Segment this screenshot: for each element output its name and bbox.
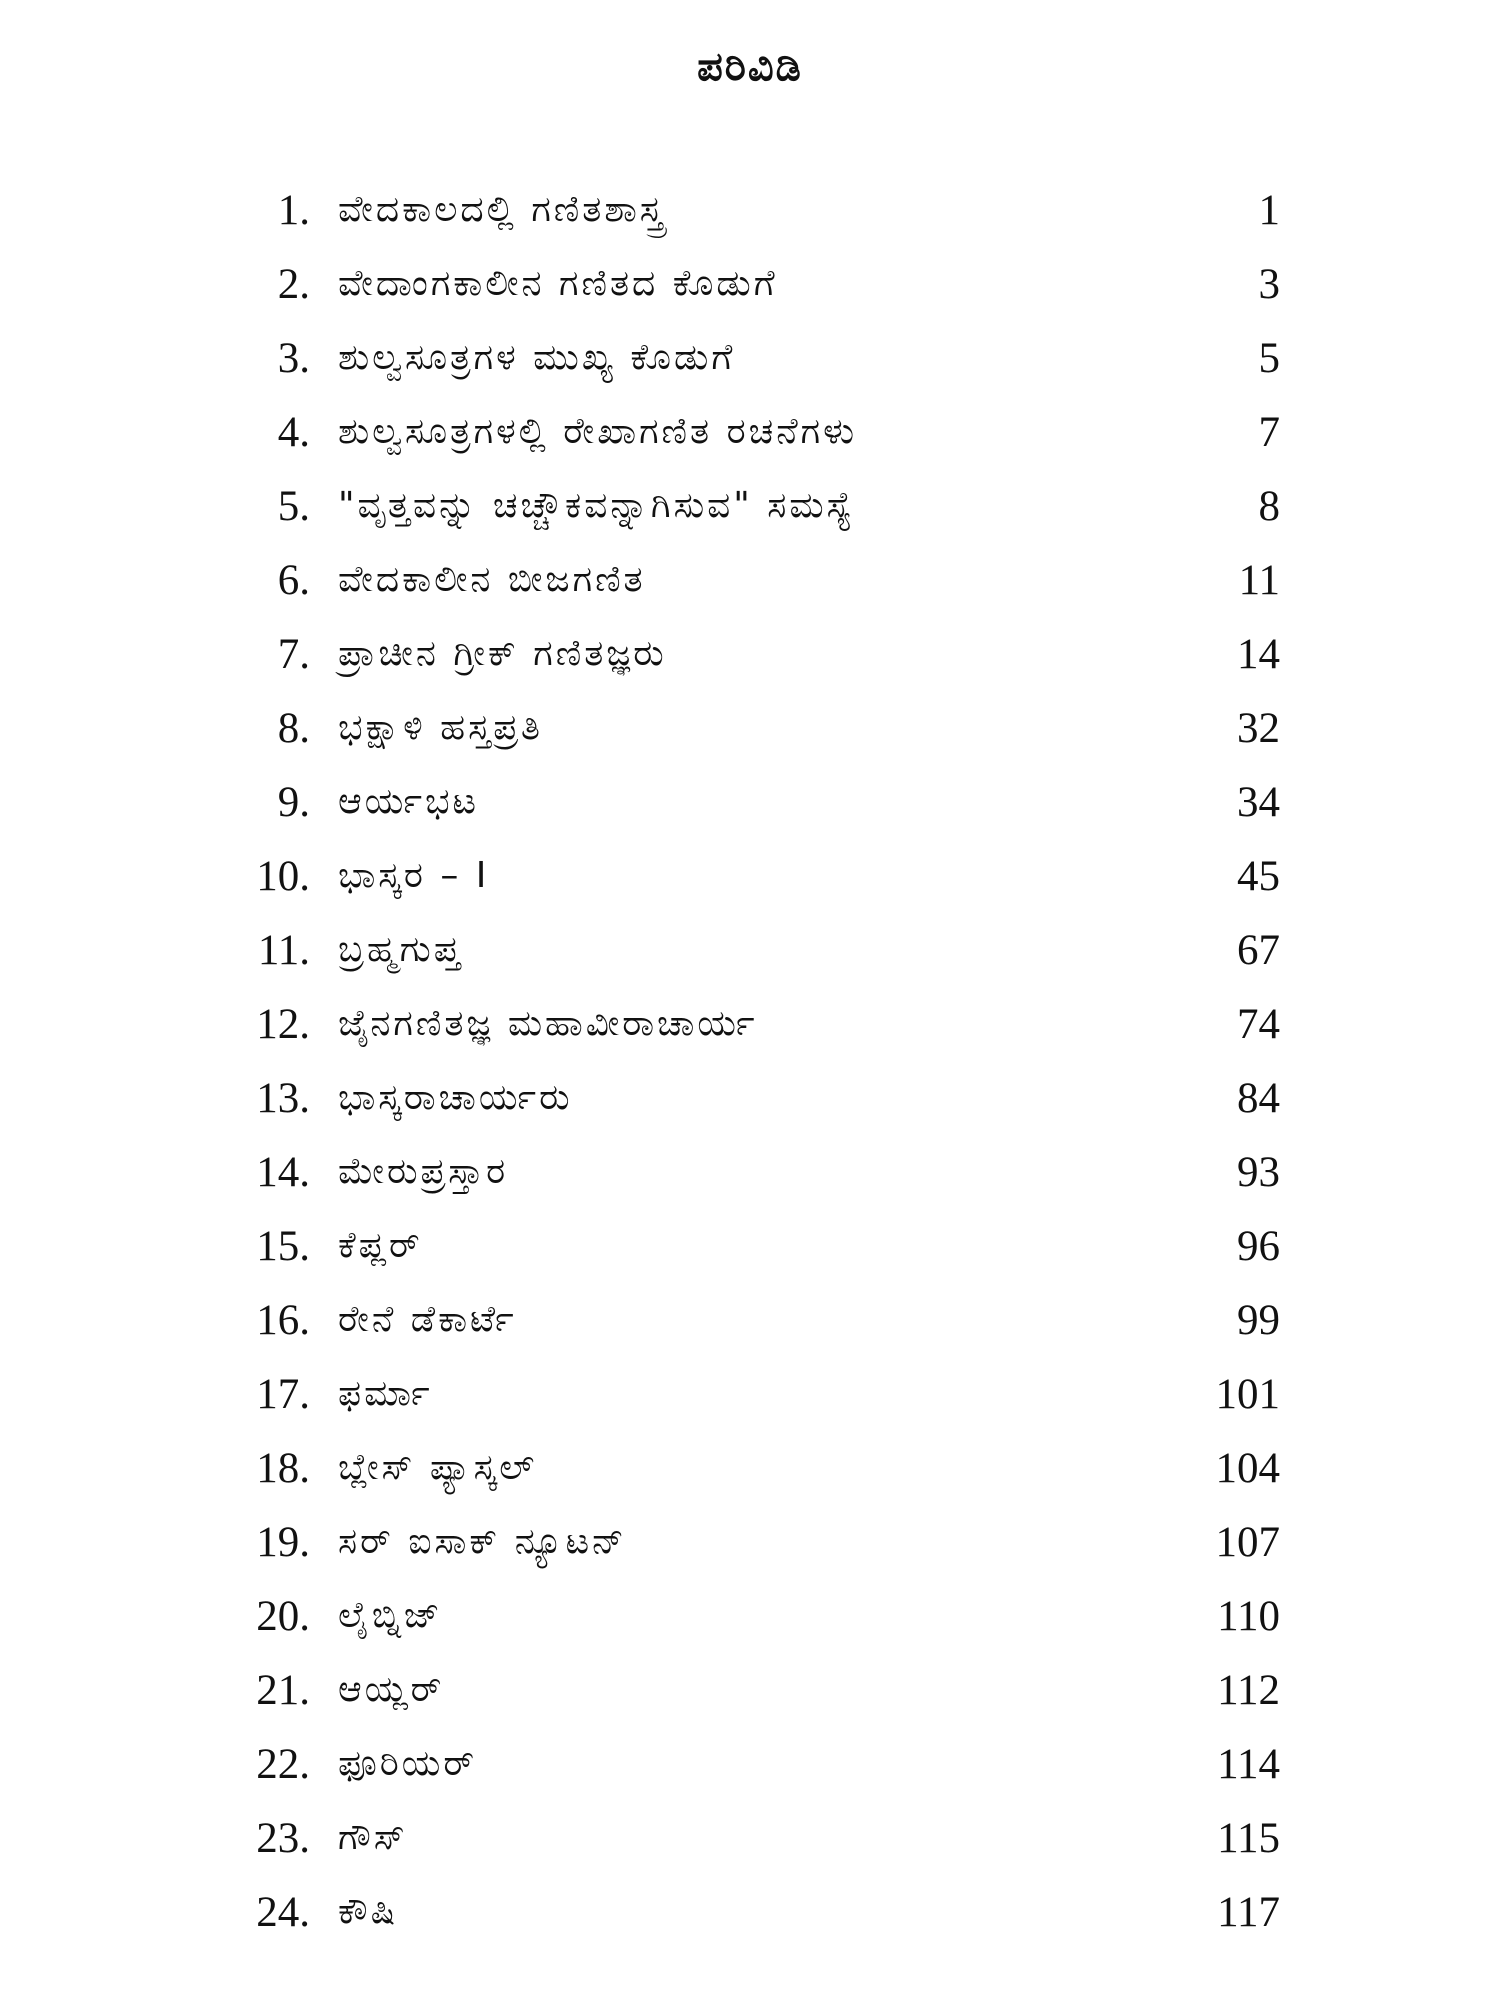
toc-entry-title: ಬ್ಲೇಸ್ ಪ್ಯಾಸ್ಕಲ್ bbox=[338, 1447, 538, 1488]
toc-entry bbox=[0, 544, 1500, 618]
toc-entry-page: 14 bbox=[1237, 631, 1280, 678]
toc-entry bbox=[0, 1136, 1500, 1210]
toc-entry-page: 96 bbox=[1237, 1223, 1280, 1270]
toc-entry-page: 8 bbox=[1258, 483, 1280, 530]
toc-entry-number: 14. bbox=[256, 1149, 310, 1196]
toc-entry-title: ಜೈನಗಣಿತಜ್ಞ ಮಹಾವೀರಾಚಾರ್ಯ bbox=[338, 1003, 758, 1044]
toc-entry-title: ಶುಲ್ವಸೂತ್ರಗಳ ಮುಖ್ಯ ಕೊಡುಗೆ bbox=[338, 337, 736, 378]
toc-entry-page: 45 bbox=[1237, 853, 1280, 900]
toc-entry bbox=[0, 1506, 1500, 1580]
toc-entry-number: 17. bbox=[256, 1371, 310, 1418]
toc-entry-number: 16. bbox=[256, 1297, 310, 1344]
toc-entry bbox=[0, 1432, 1500, 1506]
toc-entry-title: ಕೌಷಿ bbox=[338, 1891, 399, 1932]
toc-entry bbox=[0, 248, 1500, 322]
toc-entry-title: ವೇದಕಾಲೀನ ಬೀಜಗಣಿತ bbox=[338, 559, 646, 600]
toc-entry-page: 117 bbox=[1217, 1889, 1280, 1936]
toc-entry bbox=[0, 1284, 1500, 1358]
toc-entry-title: ಭಾಸ್ಕರ – I bbox=[338, 855, 490, 896]
toc-entry-page: 3 bbox=[1258, 261, 1280, 308]
toc-entry-page: 101 bbox=[1215, 1371, 1280, 1418]
toc-entry-title: ಭಾಸ್ಕರಾಚಾರ್ಯರು bbox=[338, 1077, 573, 1118]
toc-entry-page: 11 bbox=[1238, 557, 1280, 604]
toc-entry-page: 34 bbox=[1237, 779, 1280, 826]
toc-entry bbox=[0, 766, 1500, 840]
toc-entry-page: 5 bbox=[1258, 335, 1280, 382]
toc-entry-page: 99 bbox=[1237, 1297, 1280, 1344]
toc-entry bbox=[0, 174, 1500, 248]
toc-entry-page: 114 bbox=[1217, 1741, 1280, 1788]
table-of-contents bbox=[0, 174, 1500, 1934]
toc-entry-number: 6. bbox=[277, 557, 310, 604]
toc-entry-title: ಲೈಬ್ನಿಜ್ bbox=[338, 1595, 443, 1636]
toc-entry-title: ಸರ್ ಐಸಾಕ್ ನ್ಯೂಟನ್ bbox=[338, 1521, 627, 1562]
toc-entry bbox=[0, 1062, 1500, 1136]
toc-entry-page: 84 bbox=[1237, 1075, 1280, 1122]
toc-entry-number: 2. bbox=[277, 261, 310, 308]
toc-entry-number: 23. bbox=[256, 1815, 310, 1862]
toc-entry-title: ಶುಲ್ವಸೂತ್ರಗಳಲ್ಲಿ ರೇಖಾಗಣಿತ ರಚನೆಗಳು bbox=[338, 411, 858, 452]
toc-entry-page: 115 bbox=[1217, 1815, 1280, 1862]
toc-entry bbox=[0, 396, 1500, 470]
toc-entry-title: ಮೇರುಪ್ರಸ್ತಾರ bbox=[338, 1151, 509, 1192]
toc-entry-title: ಬ್ರಹ್ಮಗುಪ್ತ bbox=[338, 929, 463, 970]
page-title: ಪರಿವಿಡಿ bbox=[697, 44, 803, 90]
toc-entry-number: 7. bbox=[277, 631, 310, 678]
toc-entry bbox=[0, 840, 1500, 914]
toc-entry-page: 110 bbox=[1217, 1593, 1280, 1640]
toc-entry-number: 21. bbox=[256, 1667, 310, 1714]
toc-entry-title: ಆರ್ಯಭಟ bbox=[338, 781, 480, 822]
toc-entry bbox=[0, 1728, 1500, 1802]
toc-entry-number: 19. bbox=[256, 1519, 310, 1566]
toc-entry-title: ಫೂರಿಯರ್ bbox=[338, 1743, 478, 1784]
toc-entry bbox=[0, 1580, 1500, 1654]
toc-entry-number: 8. bbox=[277, 705, 310, 752]
toc-entry-number: 3. bbox=[277, 335, 310, 382]
toc-entry-number: 11. bbox=[257, 927, 310, 974]
toc-entry-number: 12. bbox=[256, 1001, 310, 1048]
toc-entry-number: 5. bbox=[277, 483, 310, 530]
toc-entry-page: 107 bbox=[1215, 1519, 1280, 1566]
toc-entry-page: 1 bbox=[1258, 187, 1280, 234]
toc-entry bbox=[0, 692, 1500, 766]
toc-entry-page: 93 bbox=[1237, 1149, 1280, 1196]
toc-entry-number: 9. bbox=[277, 779, 310, 826]
toc-entry-page: 7 bbox=[1258, 409, 1280, 456]
toc-entry bbox=[0, 470, 1500, 544]
toc-entry-title: ಆಯ್ಲರ್ bbox=[338, 1669, 445, 1710]
toc-entry-page: 67 bbox=[1237, 927, 1280, 974]
toc-entry-number: 10. bbox=[256, 853, 310, 900]
toc-entry bbox=[0, 988, 1500, 1062]
toc-entry-title: ಫರ್ಮಾ bbox=[338, 1373, 433, 1414]
toc-entry-number: 15. bbox=[256, 1223, 310, 1270]
toc-entry-number: 20. bbox=[256, 1593, 310, 1640]
toc-entry-number: 13. bbox=[256, 1075, 310, 1122]
toc-entry-page: 104 bbox=[1215, 1445, 1280, 1492]
toc-entry-title: ಗೌಸ್ bbox=[338, 1817, 408, 1858]
toc-entry-title: "ವೃತ್ತವನ್ನು ಚಚ್ಚೌಕವನ್ನಾಗಿಸುವ" ಸಮಸ್ಯೆ bbox=[338, 485, 856, 526]
toc-entry-title: ರೇನೆ ಡೆಕಾರ್ಟೆ bbox=[338, 1299, 517, 1340]
toc-entry-number: 22. bbox=[256, 1741, 310, 1788]
toc-entry-page: 74 bbox=[1237, 1001, 1280, 1048]
toc-entry-number: 1. bbox=[277, 187, 310, 234]
toc-entry-number: 24. bbox=[256, 1889, 310, 1936]
toc-entry bbox=[0, 1876, 1500, 1950]
toc-entry-title: ವೇದಕಾಲದಲ್ಲಿ ಗಣಿತಶಾಸ್ತ್ರ bbox=[338, 189, 667, 230]
toc-entry-title: ಪ್ರಾಚೀನ ಗ್ರೀಕ್ ಗಣಿತಜ್ಞರು bbox=[338, 633, 667, 674]
toc-entry bbox=[0, 1654, 1500, 1728]
toc-entry-title: ಭಕ್ಷಾಳಿ ಹಸ್ತಪ್ರತಿ bbox=[338, 707, 544, 748]
toc-entry-number: 4. bbox=[277, 409, 310, 456]
toc-entry bbox=[0, 914, 1500, 988]
toc-entry bbox=[0, 322, 1500, 396]
toc-entry-number: 18. bbox=[256, 1445, 310, 1492]
toc-entry bbox=[0, 1358, 1500, 1432]
toc-entry-title: ವೇದಾಂಗಕಾಲೀನ ಗಣಿತದ ಕೊಡುಗೆ bbox=[338, 263, 778, 304]
toc-entry-page: 32 bbox=[1237, 705, 1280, 752]
toc-entry bbox=[0, 618, 1500, 692]
toc-entry bbox=[0, 1210, 1500, 1284]
toc-entry-page: 112 bbox=[1217, 1667, 1280, 1714]
toc-entry bbox=[0, 1802, 1500, 1876]
toc-entry-title: ಕೆಪ್ಲರ್ bbox=[338, 1225, 423, 1266]
